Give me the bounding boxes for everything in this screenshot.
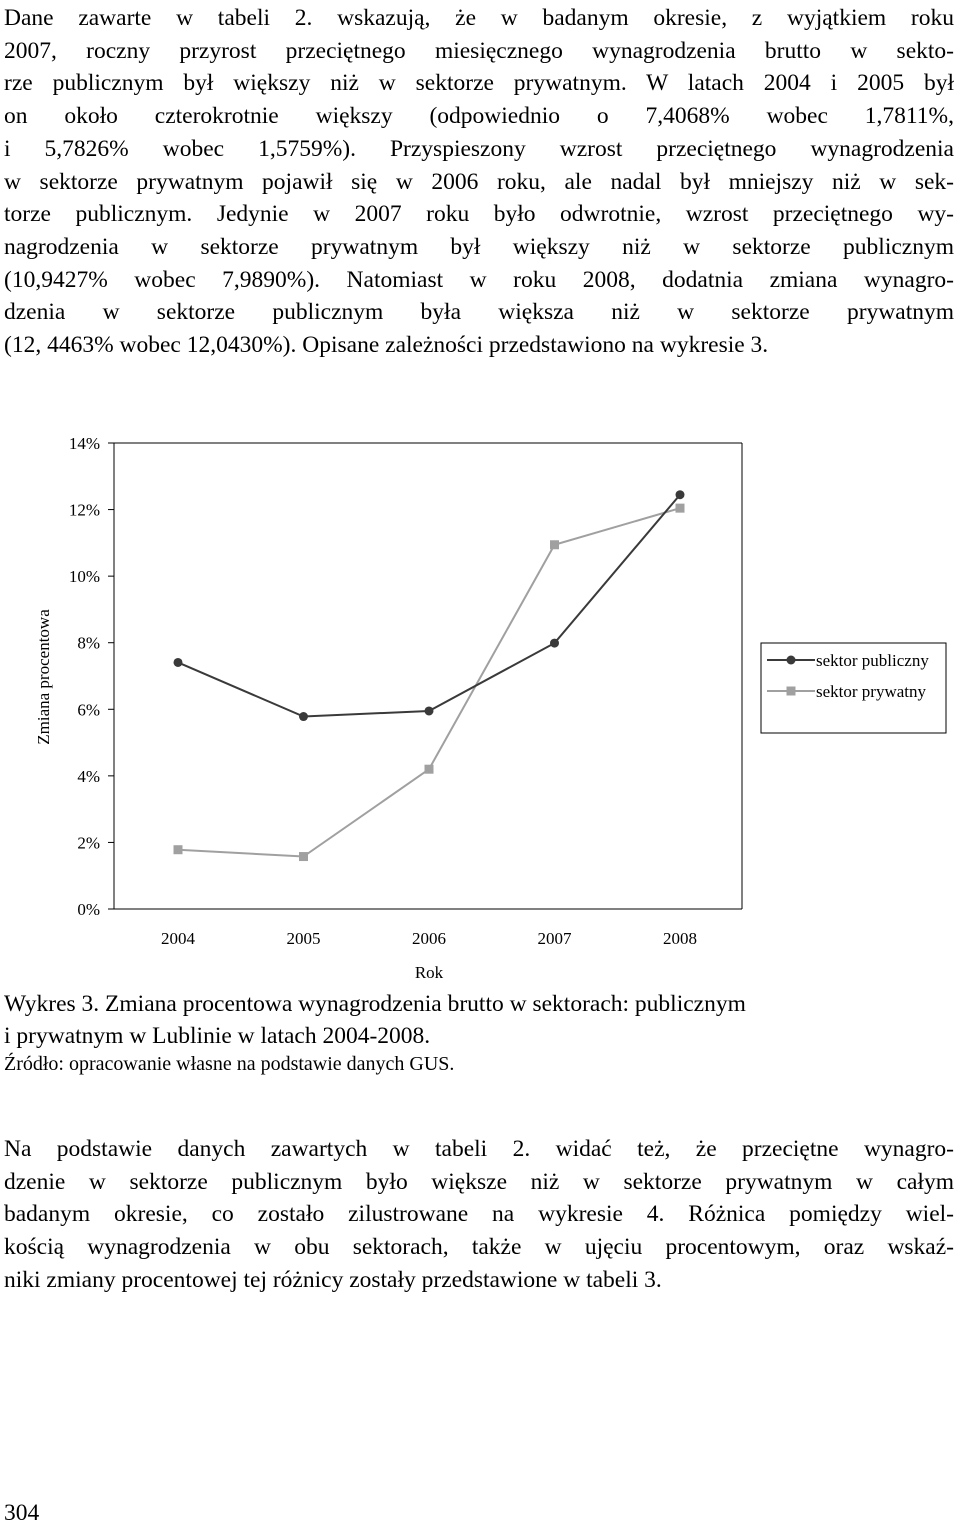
x-axis-label: Rok (414, 963, 444, 982)
data-point-sektor-publiczny (550, 639, 559, 648)
text-line: (12, 4463% wobec 12,0430%). Opisane zależności przedstawiono na wykresie 3. (4, 332, 769, 359)
text-line: nagrodzenia w sektorze prywatnym był większy niż w sektorze publicznym (4, 233, 954, 260)
data-point-sektor-prywatny (550, 540, 559, 549)
figure-caption-line1: Wykres 3. Zmiana procentowa wynagrodzenia brutto w sektorach: publicznym (4, 991, 746, 1017)
y-tick-label: 0% (77, 900, 100, 919)
y-tick-label: 14% (68, 434, 100, 453)
x-tick-label: 2008 (663, 929, 697, 948)
legend-marker-public (787, 656, 796, 665)
figure-source: Źródło: opracowanie własne na podstawie danych GUS. (4, 1053, 455, 1075)
data-point-sektor-publiczny (299, 712, 308, 721)
y-tick-label: 6% (77, 700, 100, 720)
x-tick-label: 2004 (161, 929, 195, 948)
x-tick-label: 2007 (537, 929, 572, 948)
paragraph-intro (4, 2, 954, 362)
y-axis-ticks (69, 434, 114, 919)
data-point-sektor-prywatny (299, 852, 308, 861)
text-line: Na podstawie danych zawartych w tabeli 2. widać też, że przeciętne wynagro- (4, 1136, 954, 1162)
legend (761, 643, 946, 733)
series-line-sektor-prywatny (178, 508, 680, 856)
x-tick-label: 2005 (286, 929, 321, 948)
text-line: dzenie w sektorze publicznym było większe niż w sektorze prywatnym w całym (4, 1168, 954, 1195)
text-line: on około czterokrotnie większy (odpowiednio o 7,4068% wobec 1,7811%, (4, 103, 954, 130)
series-line-sektor-publiczny (178, 495, 680, 717)
legend-label-private: sektor prywatny (816, 682, 927, 701)
figure-caption-line2: i prywatnym w Lublinie w latach 2004-2008. (4, 1023, 431, 1049)
series-layer (174, 490, 685, 861)
legend-label-public: sektor publiczny (816, 651, 929, 670)
text-line: rze publicznym był większy niż w sektorze prywatnym. W latach 2004 i 2005 był (4, 70, 954, 97)
y-tick-label: 8% (77, 633, 100, 653)
x-tick-label: 2006 (412, 929, 446, 948)
text-line: badanym okresie, co zostało zilustrowane na wykresie 4. Różnica pomiędzy wiel- (4, 1201, 954, 1228)
legend-marker-private (787, 687, 796, 696)
text-line: w sektorze prywatnym pojawił się w 2006 roku, ale nadal był mniejszy niż w sek- (4, 168, 954, 195)
page-number: 304 (4, 1500, 40, 1526)
data-point-sektor-prywatny (174, 845, 183, 854)
line-chart (0, 425, 960, 985)
data-point-sektor-prywatny (676, 504, 685, 513)
text-line: Dane zawarte w tabeli 2. wskazują, że w badanym okresie, z wyjątkiem roku (4, 5, 954, 31)
y-tick-label: 2% (77, 833, 100, 853)
y-axis-label: Zmiana procentowa (34, 609, 53, 745)
text-line: dzenia w sektorze publicznym była większa niż w sektorze prywatnym (4, 299, 954, 326)
data-point-sektor-publiczny (676, 490, 685, 499)
x-axis-ticks (161, 929, 697, 948)
y-tick-label: 12% (68, 500, 100, 520)
data-point-sektor-publiczny (174, 658, 183, 667)
y-tick-label: 10% (68, 567, 100, 587)
text-line: torze publicznym. Jedynie w 2007 roku było odwrotnie, wzrost przeciętnego wy- (4, 201, 954, 228)
text-line: (10,9427% wobec 7,9890%). Natomiast w roku 2008, dodatnia zmiana wynagro- (4, 266, 954, 293)
text-line: niki zmiany procentowej tej różnicy zostały przedstawione w tabeli 3. (4, 1266, 662, 1293)
text-line: i 5,7826% wobec 1,5759%). Przyspieszony wzrost przeciętnego wynagrodzenia (4, 135, 954, 162)
data-point-sektor-prywatny (425, 765, 434, 774)
text-line: 2007, roczny przyrost przeciętnego miesięcznego wynagrodzenia brutto w sekto- (4, 37, 954, 64)
y-tick-label: 4% (77, 766, 100, 786)
paragraph-followup (4, 1133, 954, 1297)
text-line: kością wynagrodzenia w obu sektorach, także w ujęciu procentowym, oraz wskaź- (4, 1234, 954, 1261)
data-point-sektor-publiczny (425, 706, 434, 715)
